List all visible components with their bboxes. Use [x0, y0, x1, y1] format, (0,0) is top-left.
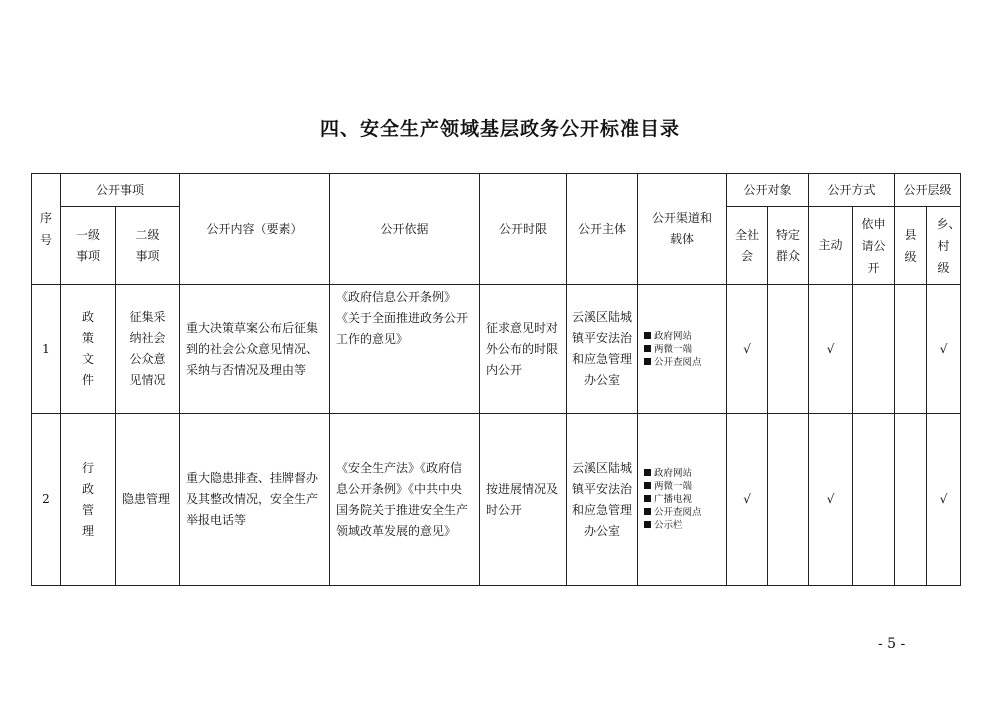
catalog-table	[31, 173, 961, 586]
row-channels	[638, 414, 727, 586]
row-subject: 云溪区陆城镇平安法治和应急管理办公室	[567, 414, 638, 586]
row-content: 重大决策草案公布后征集到的社会公众意见情况、采纳与否情况及理由等	[180, 285, 330, 414]
header-level-town: 乡、村级	[927, 207, 961, 285]
channel-list	[640, 467, 724, 532]
row-seq: 1	[32, 285, 61, 414]
header-level: 公开层级	[895, 174, 961, 207]
row-channels	[638, 285, 727, 414]
row-lv2: 征集采纳社会公众意见情况	[116, 285, 180, 414]
header-item-lv2: 二级事项	[116, 207, 180, 285]
row-method-active: √	[809, 285, 853, 414]
row-lv1: 政策文件	[61, 285, 116, 414]
header-subject: 公开主体	[567, 174, 638, 285]
header-item-lv1: 一级事项	[61, 207, 116, 285]
list-item: 公开查阅点	[644, 506, 724, 519]
header-target-specific: 特定群众	[768, 207, 809, 285]
row-subject: 云溪区陆城镇平安法治和应急管理办公室	[567, 285, 638, 414]
row-level-town: √	[927, 285, 961, 414]
row-level-county	[895, 414, 927, 586]
row-target-all: √	[727, 285, 768, 414]
row-lv2: 隐患管理	[116, 414, 180, 586]
header-channel: 公开渠道和载体	[638, 174, 727, 285]
row-content: 重大隐患排查、挂牌督办及其整改情况，安全生产举报电话等	[180, 414, 330, 586]
row-target-specific	[768, 414, 809, 586]
header-items: 公开事项	[61, 174, 180, 207]
row-method-active: √	[809, 414, 853, 586]
header-basis: 公开依据	[330, 174, 480, 285]
header-level-county: 县级	[895, 207, 927, 285]
square-bullet-icon	[644, 521, 651, 528]
square-bullet-icon	[644, 469, 651, 476]
list-item: 公示栏	[644, 519, 724, 532]
row-seq: 2	[32, 414, 61, 586]
square-bullet-icon	[644, 508, 651, 515]
row-time-limit: 按进展情况及时公开	[480, 414, 567, 586]
table-row	[32, 285, 961, 414]
list-item: 政府网站	[644, 467, 724, 480]
row-basis: 《安全生产法》《政府信息公开条例》《中共中央 国务院关于推进安全生产领域改革发展的意见》	[330, 414, 480, 586]
list-item: 公开查阅点	[644, 356, 724, 369]
row-method-request	[853, 414, 895, 586]
header-method-active: 主动	[809, 207, 853, 285]
header-method-request: 依申请公开	[853, 207, 895, 285]
list-item: 政府网站	[644, 330, 724, 343]
row-time-limit: 征求意见时对外公布的时限内公开	[480, 285, 567, 414]
square-bullet-icon	[644, 345, 651, 352]
square-bullet-icon	[644, 358, 651, 365]
table-row	[32, 414, 961, 586]
list-item: 两微一端	[644, 343, 724, 356]
header-row-1	[32, 174, 961, 207]
header-content: 公开内容（要素）	[180, 174, 330, 285]
list-item: 广播电视	[644, 493, 724, 506]
page-number: - 5 -	[878, 636, 906, 652]
header-time-limit: 公开时限	[480, 174, 567, 285]
header-seq: 序号	[32, 174, 61, 285]
row-lv1: 行政管理	[61, 414, 116, 586]
header-method: 公开方式	[809, 174, 895, 207]
channel-list	[640, 330, 724, 369]
square-bullet-icon	[644, 332, 651, 339]
row-level-town: √	[927, 414, 961, 586]
header-target: 公开对象	[727, 174, 809, 207]
square-bullet-icon	[644, 482, 651, 489]
row-level-county	[895, 285, 927, 414]
row-target-specific	[768, 285, 809, 414]
row-method-request	[853, 285, 895, 414]
list-item: 两微一端	[644, 480, 724, 493]
document-title: 四、安全生产领域基层政务公开标准目录	[319, 118, 680, 140]
row-basis: 《政府信息公开条例》《关于全面推进政务公开工作的意见》	[330, 285, 480, 414]
row-target-all: √	[727, 414, 768, 586]
square-bullet-icon	[644, 495, 651, 502]
header-target-all: 全社会	[727, 207, 768, 285]
